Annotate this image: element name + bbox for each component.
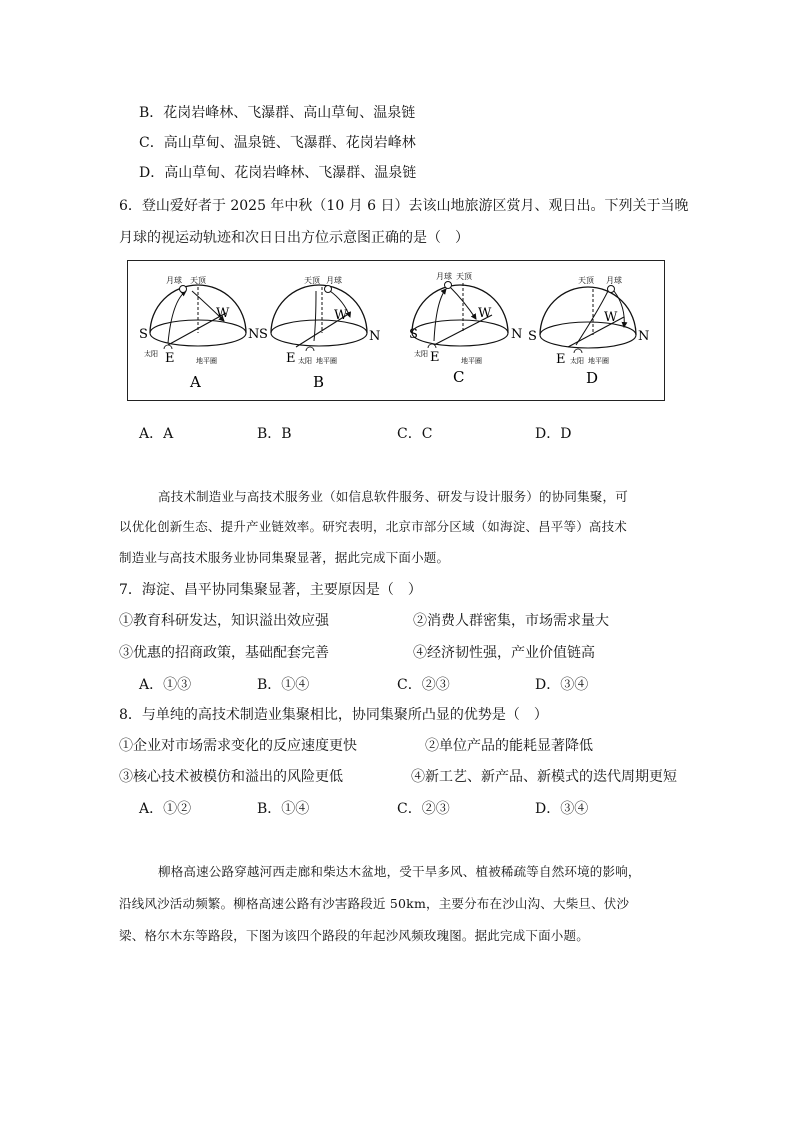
panel-d <box>528 275 649 387</box>
panel-b-sun-label: 太阳 <box>298 357 312 365</box>
q7-item-4: ④经济韧性强，产业价值链高 <box>413 645 595 661</box>
panel-c-dir-w: W <box>478 306 492 321</box>
panel-d-dir-n: N <box>638 329 650 344</box>
q7-option-c: C．②③ <box>397 677 450 693</box>
panel-b-letter: B <box>313 373 325 391</box>
panel-c-dir-s: S <box>409 327 418 342</box>
panel-c-horizon-label: 地平圈 <box>461 357 482 365</box>
panel-c-letter: C <box>453 368 465 386</box>
panel-a-sun-label: 太阳 <box>144 350 158 358</box>
panel-d-dir-w: W <box>604 310 618 325</box>
panel-d-horizon-label: 地平圈 <box>588 357 609 365</box>
panel-d-label-zenith: 天顶 <box>578 276 594 285</box>
panel-a-dir-e: E <box>165 351 175 366</box>
panel-d-sun-label: 太阳 <box>570 357 584 365</box>
panel-a-letter: A <box>190 373 201 391</box>
q7-option-d: D．③④ <box>535 677 589 693</box>
q6-stem-line1: 6．登山爱好者于 2025 年中秋（10 月 6 日）去该山地旅游区赏月、观日出。下列关于当晚 <box>119 198 689 214</box>
q8-item-1: ①企业对市场需求变化的反应速度更快 <box>119 738 357 754</box>
q8-option-c: C．②③ <box>397 801 450 817</box>
panel-b-dir-s: S <box>259 327 268 342</box>
panel-c-label-zenith: 天顶 <box>456 272 472 281</box>
q8-option-a: A．①② <box>139 801 192 817</box>
q6-option-a: A．A <box>139 426 174 442</box>
celestial-sphere-diagrams <box>128 261 663 399</box>
passage1-line3: 制造业与高技术服务业协同集聚显著，据此完成下面小题。 <box>119 550 450 565</box>
q6-stem-line2: 月球的视运动轨迹和次日日出方位示意图正确的是（ ） <box>119 230 469 246</box>
q5-option-b: B．花岗岩峰林、飞瀑群、高山草甸、温泉链 <box>139 105 416 121</box>
panel-a-label-zenith: 天顶 <box>190 276 206 285</box>
panel-c-label-moon: 月球 <box>436 272 452 281</box>
panel-b-sun-icon <box>306 347 314 351</box>
passage1-line2: 以优化创新生态、提升产业链效率。研究表明，北京市部分区域（如海淀、昌平等）高技术 <box>119 519 628 534</box>
q6-option-d: D．D <box>535 426 572 442</box>
q5-option-c: C．高山草甸、温泉链、飞瀑群、花岗岩峰林 <box>139 135 416 151</box>
q6-figure <box>127 260 665 401</box>
panel-a-label-moon: 月球 <box>166 276 182 285</box>
panel-d-dir-e: E <box>556 352 566 367</box>
q8-item-3: ③核心技术被模仿和溢出的风险更低 <box>119 769 343 785</box>
panel-c <box>409 271 522 386</box>
panel-a-sun-icon <box>164 345 172 349</box>
panel-b-label-zenith: 天顶 <box>304 276 320 285</box>
q7-stem: 7．海淀、昌平协同集聚显著，主要原因是（ ） <box>119 582 422 598</box>
panel-d-dir-s: S <box>528 329 537 344</box>
q7-item-3: ③优惠的招商政策，基础配套完善 <box>119 645 329 661</box>
q8-option-d: D．③④ <box>535 801 589 817</box>
q8-item-4: ④新工艺、新产品、新模式的迭代周期更短 <box>411 769 677 785</box>
panel-c-sun-label: 太阳 <box>414 350 428 358</box>
panel-b-horizon-label: 地平圈 <box>316 357 337 365</box>
panel-a-dir-n: N <box>248 327 260 342</box>
q7-item-2: ②消费人群密集，市场需求量大 <box>413 613 609 629</box>
panel-b <box>259 275 380 391</box>
panel-b-dir-n: N <box>369 329 381 344</box>
panel-c-dir-n: N <box>511 327 523 342</box>
q8-option-b: B．①④ <box>257 801 310 817</box>
panel-a-dir-s: S <box>139 327 148 342</box>
panel-d-sun-icon <box>574 349 582 353</box>
q7-item-1: ①教育科研发达，知识溢出效应强 <box>119 613 329 629</box>
passage2-line2: 沿线风沙活动频繁。柳格高速公路有沙害路段近 50km，主要分布在沙山沟、大柴旦、伏沙 <box>119 896 630 911</box>
q7-option-b: B．①④ <box>257 677 310 693</box>
q5-option-d: D．高山草甸、花岗岩峰林、飞瀑群、温泉链 <box>139 165 417 181</box>
passage2-line3: 梁、格尔木东等路段，下图为该四个路段的年起沙风频玫瑰图。据此完成下面小题。 <box>119 928 589 943</box>
panel-b-label-moon: 月球 <box>326 276 342 285</box>
q8-stem: 8．与单纯的高技术制造业集聚相比，协同集聚所凸显的优势是（ ） <box>119 707 548 723</box>
q6-option-b: B．B <box>257 426 292 442</box>
panel-d-letter: D <box>586 369 599 387</box>
panel-b-dir-w: W <box>334 308 348 323</box>
passage2-line1: 柳格高速公路穿越河西走廊和柴达木盆地，受干旱多风、植被稀疏等自然环境的影响， <box>158 864 641 879</box>
panel-a-horizon-label: 地平圈 <box>196 357 217 365</box>
q7-option-a: A．①③ <box>139 677 192 693</box>
q8-item-2: ②单位产品的能耗显著降低 <box>425 738 593 754</box>
panel-c-dir-e: E <box>430 350 440 365</box>
passage1-line1: 高技术制造业与高技术服务业（如信息软件服务、研发与设计服务）的协同集聚，可 <box>158 489 628 504</box>
panel-a <box>139 275 259 391</box>
panel-b-dir-e: E <box>286 351 296 366</box>
q6-option-c: C．C <box>397 426 433 442</box>
panel-d-label-moon: 月球 <box>606 276 622 285</box>
panel-a-dir-w: W <box>216 306 230 321</box>
